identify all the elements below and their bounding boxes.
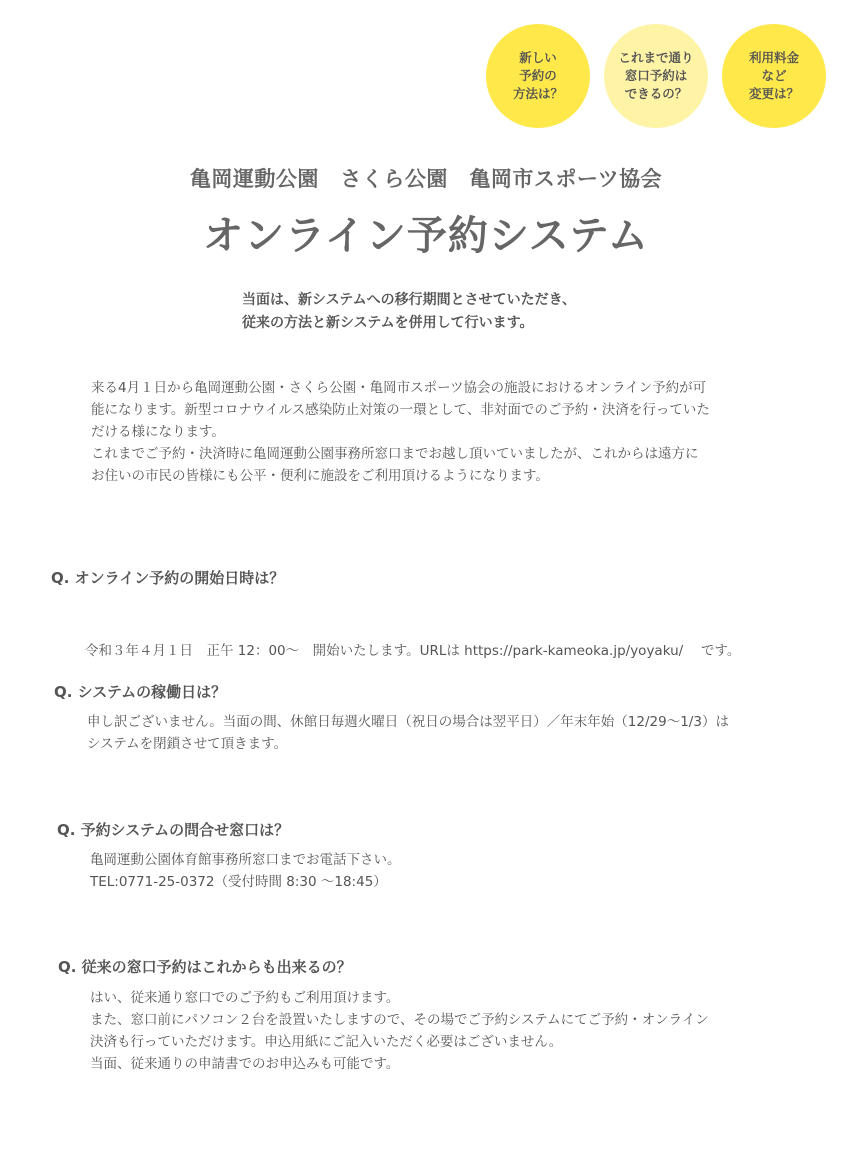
faq-answer-counter-reservation [90, 987, 709, 1075]
bubble-line: 窓口予約は [624, 68, 688, 83]
bubble-line: など [761, 68, 787, 83]
notice-line: 当面は、新システムへの移行期間とさせていただき、 [242, 292, 577, 308]
notice-line: 従来の方法と新システムを併用して行います。 [242, 315, 534, 331]
answer-line: TEL:0771-25-0372（受付時間 8:30 ～18:45） [90, 874, 387, 890]
faq-question-start-date: Q. オンライン予約の開始日時は？ [51, 569, 285, 587]
bubble-line: 変更は？ [748, 86, 799, 101]
intro-line: だける様になります。 [91, 424, 225, 440]
faq-question-counter-reservation: Q. 従来の窓口予約はこれからも出来るの？ [58, 958, 352, 976]
answer-line: また、窓口前にパソコン２台を設置いたしますので、その場でご予約システムにてご予約・オンライン [90, 1012, 709, 1028]
answer-line: 当面、従来通りの申請書でのお申込みも可能です。 [90, 1056, 400, 1072]
intro-paragraph [91, 377, 710, 487]
page-title: オンライン予約システム [203, 213, 649, 259]
bubble-new-reservation-method[interactable] [486, 24, 590, 128]
answer-line: はい、従来通り窓口でのご予約もご利用頂けます。 [90, 990, 400, 1006]
intro-line: これまでご予約・決済時に亀岡運動公園事務所窓口までお越し頂いていましたが、これからは遠方に [91, 446, 699, 462]
answer-line: 亀岡運動公園体育館事務所窓口までお電話下さい。 [90, 852, 401, 868]
bubble-line: 予約の [519, 68, 557, 83]
bubble-fee-changes[interactable] [722, 24, 826, 128]
intro-line: 能になります。新型コロナウイルス感染防止対策の一環として、非対面でのご予約・決済を行っていた [91, 402, 710, 418]
faq-question-contact: Q. 予約システムの問合せ窓口は？ [57, 821, 290, 839]
transition-notice [242, 289, 576, 335]
answer-line: 決済も行っていただけます。申込用紙にご記入いただく必要はございません。 [90, 1034, 563, 1050]
intro-line: 来る4月１日から亀岡運動公園・さくら公園・亀岡市スポーツ協会の施設におけるオンライン予約が可 [91, 380, 707, 396]
bubble-counter-reservation[interactable] [604, 24, 708, 128]
bubble-line: これまで通り [618, 50, 694, 65]
bubble-line: 利用料金 [748, 50, 799, 65]
faq-answer-start-date [85, 596, 740, 684]
bubble-line: 新しい [519, 50, 557, 65]
answer-line: 令和３年４月１日 正午 12：00～ 開始いたします。URLは https://park-kameoka.jp/yoyaku/ です。 [85, 643, 741, 659]
bubble-line: 方法は？ [512, 86, 563, 101]
answer-line: 申し訳ございません。当面の間、休館日毎週火曜日（祝日の場合は翌平日）／年末年始（12/29～1/3）は [87, 714, 729, 730]
faq-answer-operating-days [87, 711, 729, 755]
faq-answer-contact [90, 849, 401, 893]
bubble-line: できるの？ [624, 86, 688, 101]
faq-question-operating-days: Q. システムの稼働日は？ [54, 683, 227, 701]
organizations-heading: 亀岡運動公園 さくら公園 亀岡市スポーツ協会 [189, 167, 663, 191]
intro-line: お住いの市民の皆様にも公平・便利に施設をご利用頂けるようになります。 [91, 468, 549, 484]
answer-line: システムを閉鎖させて頂きます。 [87, 736, 288, 752]
